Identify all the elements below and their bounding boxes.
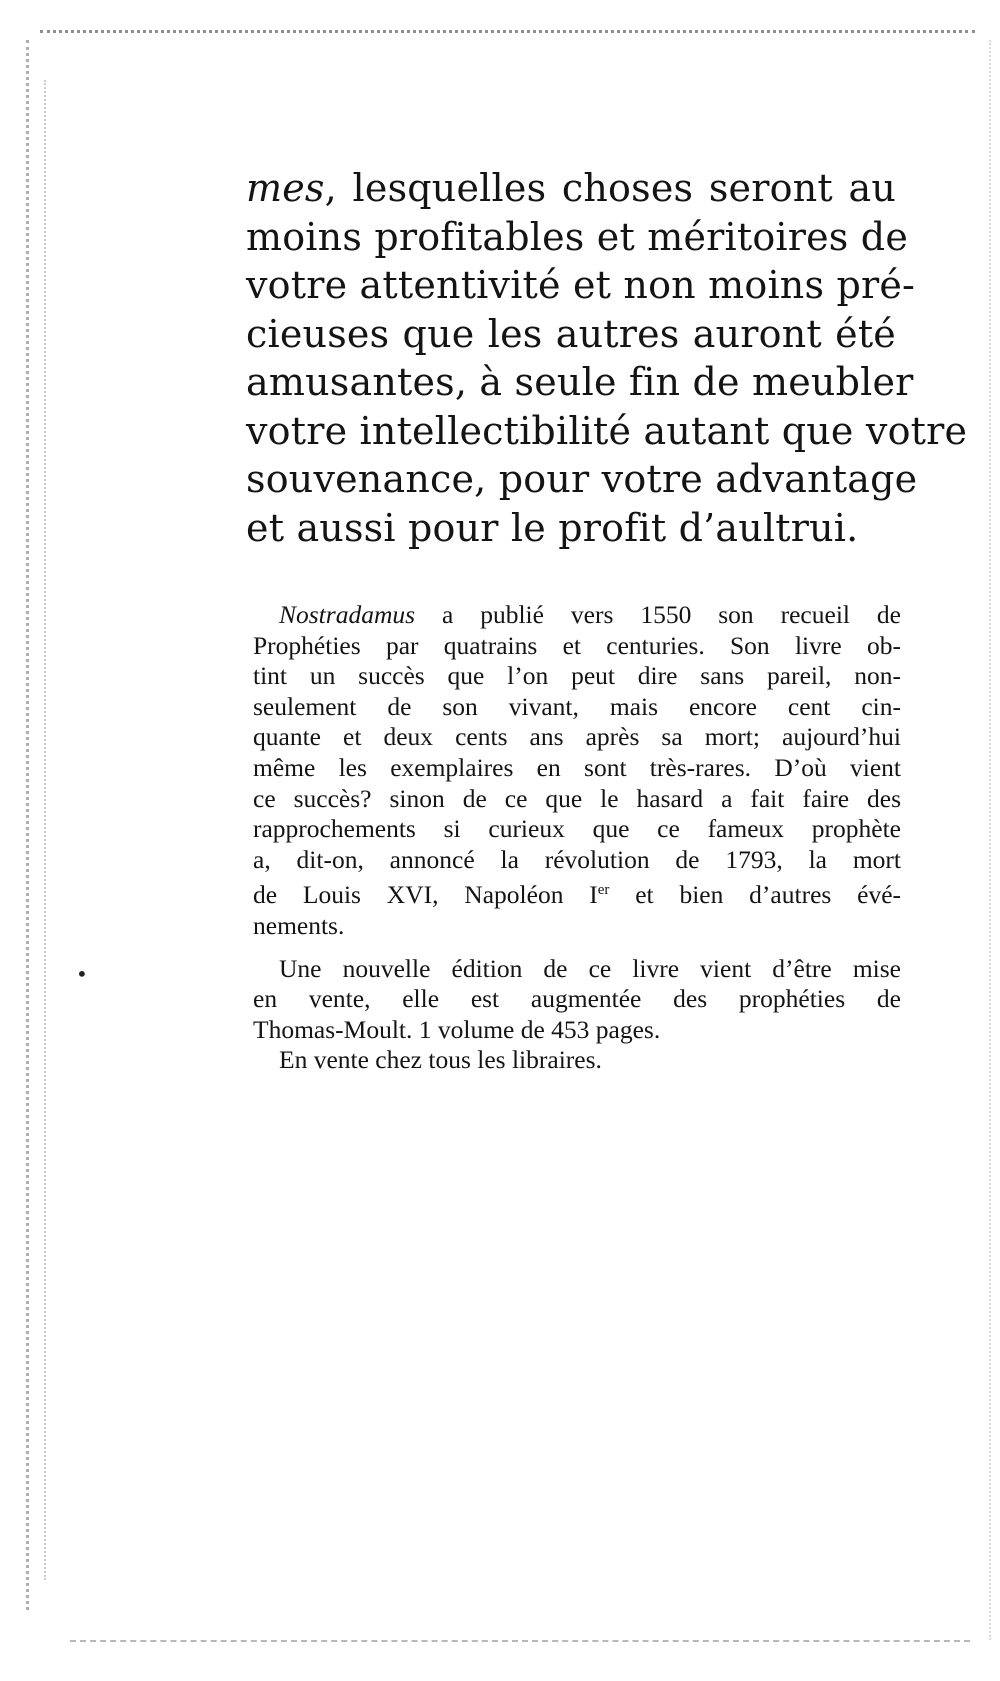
paragraph-gap bbox=[253, 942, 901, 954]
louis-line-sup: er bbox=[597, 882, 610, 899]
notice-line-5: quante et deux cents ans après sa mort; aujourd’hui bbox=[253, 722, 901, 752]
sale-line: En vente chez tous les libraires. bbox=[279, 1045, 602, 1075]
upper-passage bbox=[246, 164, 968, 552]
notice-line-10 bbox=[253, 875, 901, 911]
scan-edge-left-inner bbox=[44, 80, 56, 1580]
ink-speck: • bbox=[76, 962, 88, 986]
scan-edge-right bbox=[985, 40, 991, 1640]
upper-line-2: moins profitables et méritoires de bbox=[246, 214, 909, 259]
notice-line-2: Prophéties par quatrains et centuries. Son livre ob- bbox=[253, 630, 901, 660]
upper-line-3: votre attentivité et non moins pré- bbox=[246, 263, 916, 307]
first-line-rest: , lesquelles choses seront au bbox=[324, 166, 896, 210]
louis-line-end: et bien d’autres évé- bbox=[609, 880, 902, 910]
notice-line-6: même les exemplaires en sont très-rares. D’où vient bbox=[253, 752, 901, 782]
edition-line-2: en vente, elle est augmentée des prophéties de bbox=[253, 984, 901, 1014]
scan-edge-bottom bbox=[70, 1640, 970, 1648]
upper-line-1 bbox=[246, 164, 896, 213]
edition-line-1: Une nouvelle édition de ce livre vient d’être mise bbox=[279, 953, 901, 983]
upper-line-8: et aussi pour le profit d’aultrui. bbox=[246, 505, 859, 550]
upper-line-5: amusantes, à seule fin de meubler bbox=[246, 360, 914, 404]
upper-line-6: votre intellectibilité autant que votre bbox=[246, 408, 968, 453]
notice-author: Nostradamus bbox=[279, 600, 416, 629]
notice-line-9: a, dit-on, annoncé la révolution de 1793, la mort bbox=[253, 844, 901, 874]
notice-line-8: rapprochements si curieux que ce fameux prophète bbox=[253, 814, 901, 844]
notice-line-3: tint un succès que l’on peut dire sans pareil, non- bbox=[253, 661, 901, 691]
notice-line-1 bbox=[253, 600, 901, 631]
first-word: mes bbox=[246, 166, 325, 210]
upper-line-7: souvenance, pour votre advantage bbox=[246, 457, 918, 501]
notice-line-11: nements. bbox=[253, 910, 345, 940]
notice-first-rest: a publié vers 1550 son recueil de bbox=[415, 600, 901, 629]
edition-line-3: Thomas-Moult. 1 volume de 453 pages. bbox=[253, 1014, 661, 1044]
upper-line-4: cieuses que les autres auront été bbox=[246, 311, 896, 356]
scan-edge-top bbox=[40, 30, 975, 55]
notice-block bbox=[253, 600, 901, 1076]
notice-line-4: seulement de son vivant, mais encore cent cin- bbox=[253, 691, 901, 721]
louis-line-start: de Louis XVI, Napoléon I bbox=[253, 880, 598, 910]
notice-line-7: ce succès? sinon de ce que le hasard a fait faire des bbox=[253, 783, 901, 813]
